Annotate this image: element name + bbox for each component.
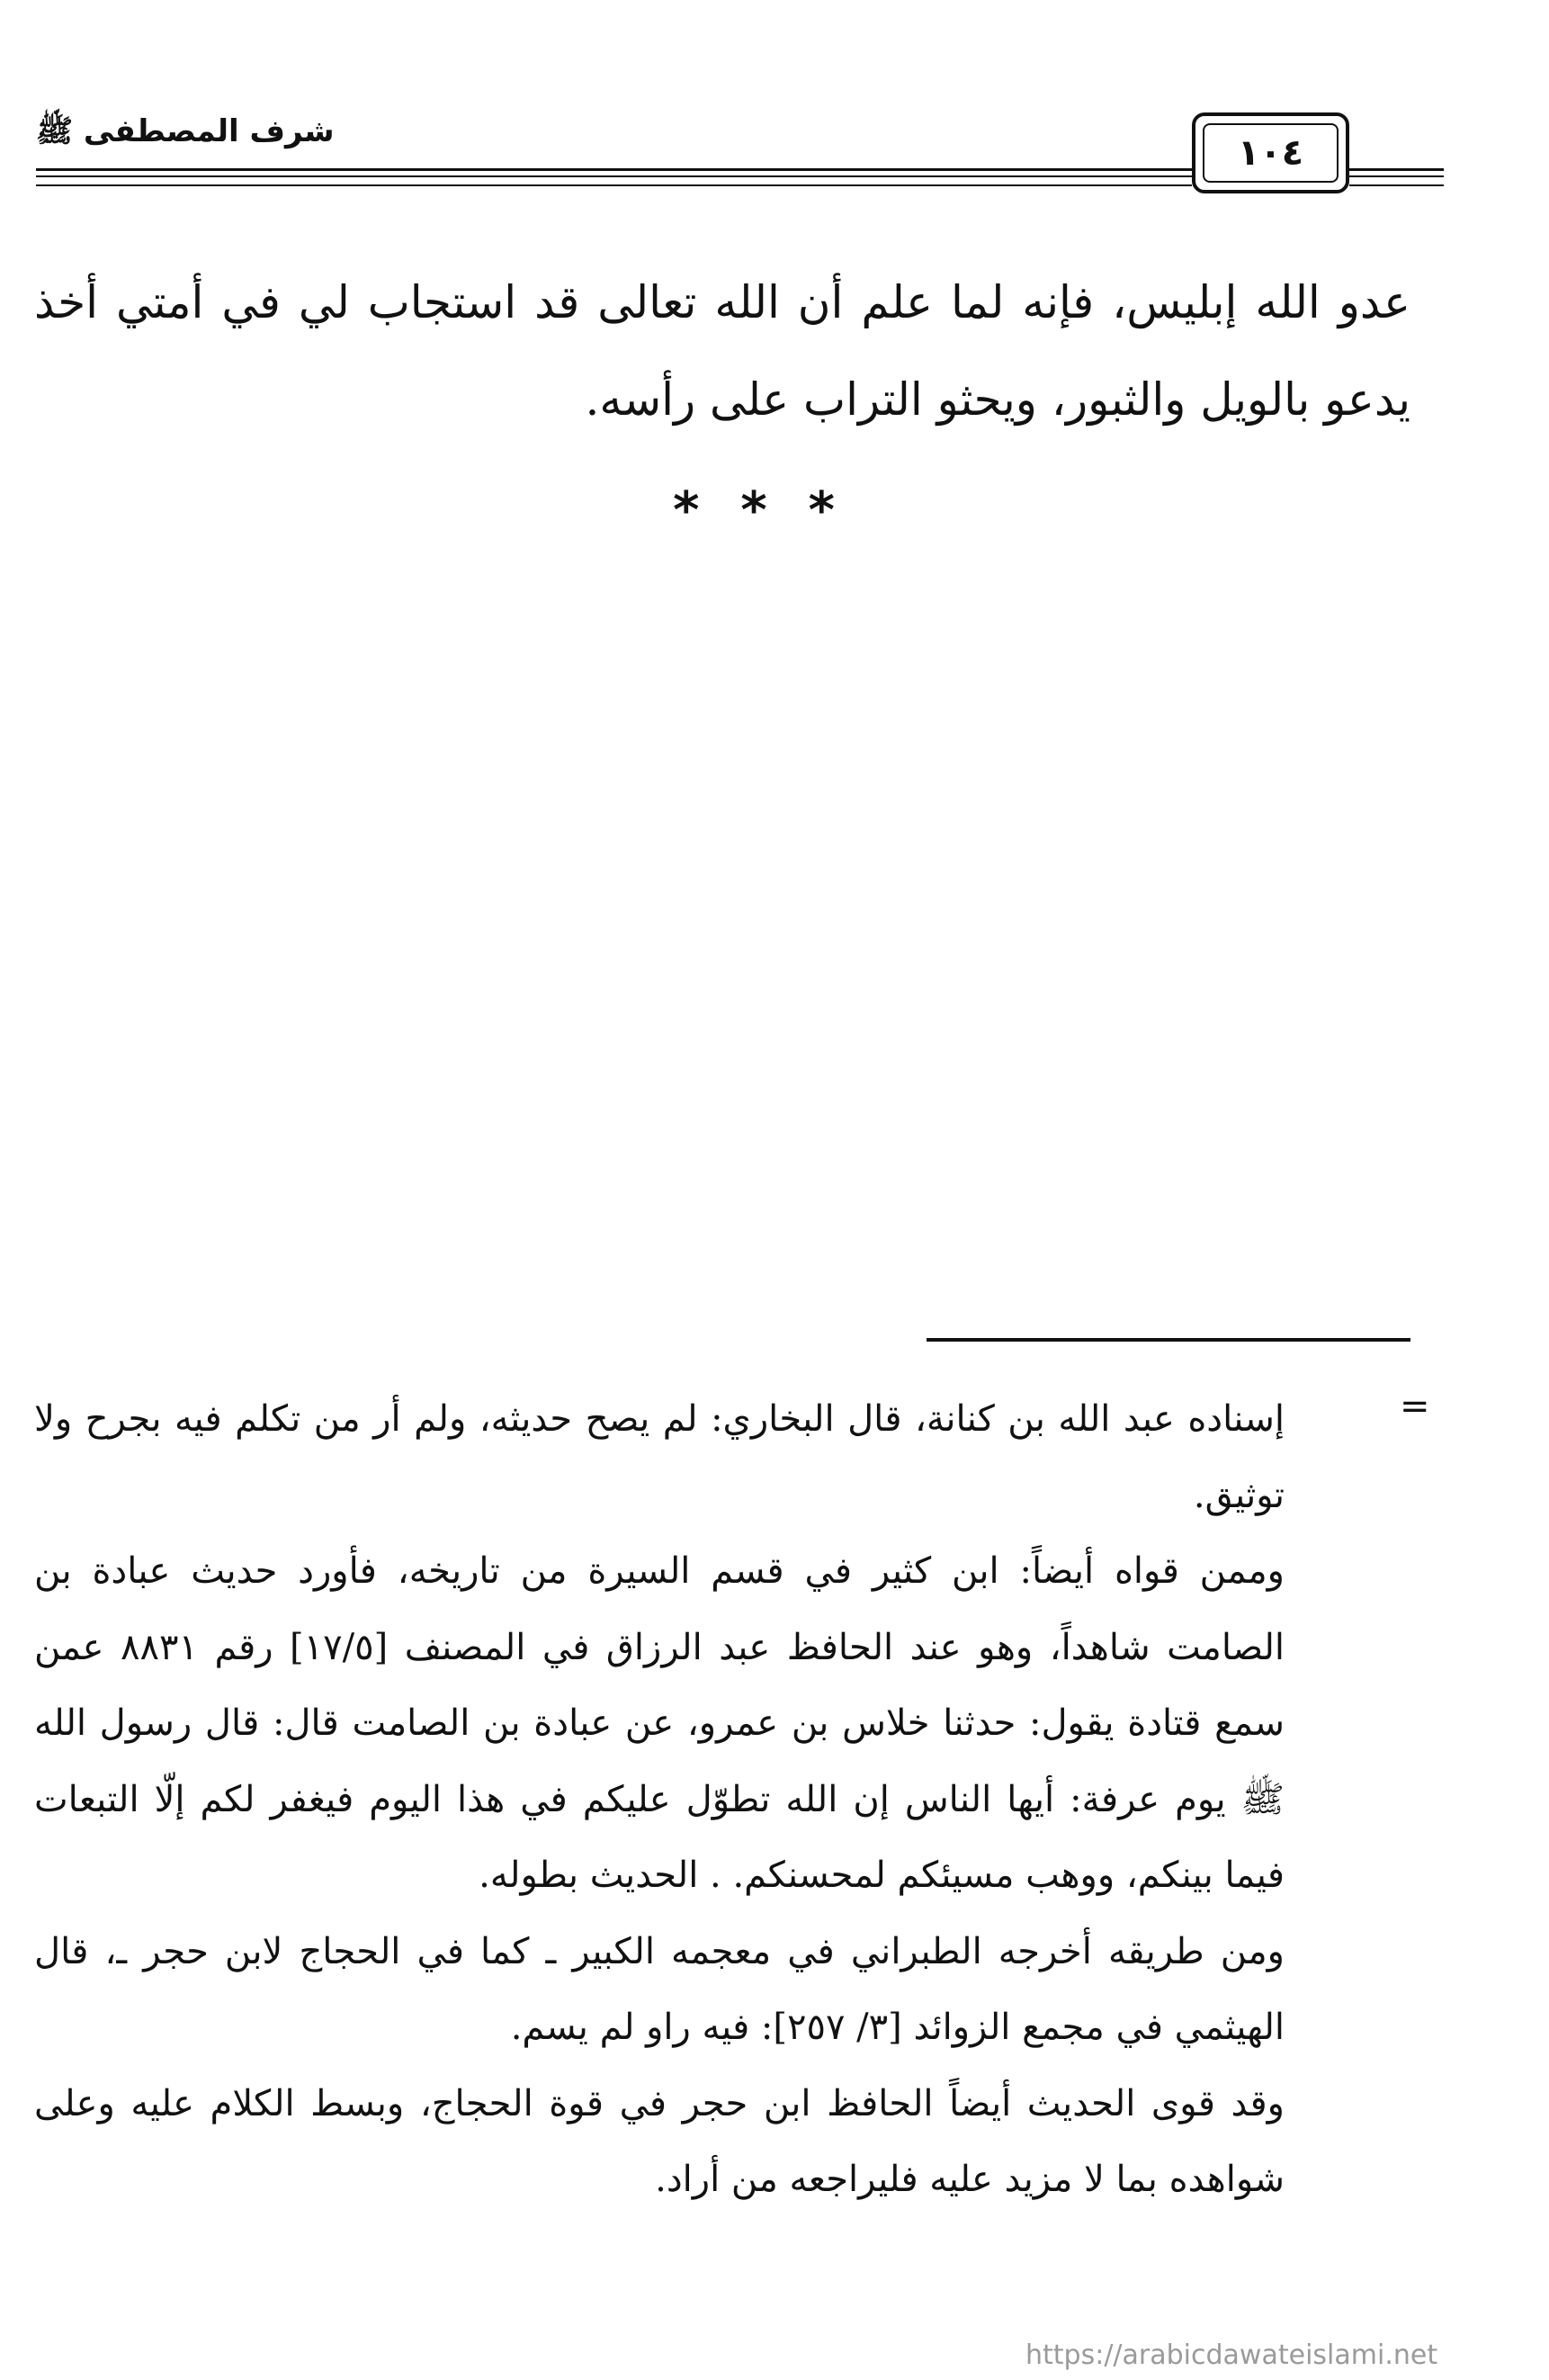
page-number-frame: [1192, 112, 1349, 193]
footnote-paragraph: ومن طريقه أخرجه الطبراني في معجمه الكبير ـ كما في الحجاج لابن حجر ـ، قال الهيثمي في مجمع الزوائد [٣/ ٢٥٧]: فيه راو لم يسم.: [34, 1930, 1285, 2048]
section-separator: ***: [673, 481, 876, 540]
book-title: شرف المصطفى ﷺ: [36, 113, 335, 149]
main-text: [34, 254, 1410, 448]
header-rule-right: [1349, 168, 1444, 171]
footnotes: [34, 1381, 1285, 2218]
footnote-continuation-mark: =: [1400, 1386, 1430, 1427]
header-rule: [36, 184, 1192, 186]
header-rule-right: [1349, 175, 1444, 177]
footnote-divider: [927, 1338, 1410, 1342]
header-rule-right: [1349, 184, 1444, 186]
page-header: [36, 103, 1408, 193]
page-number: ١٠٤: [1203, 123, 1339, 183]
header-rule: [36, 168, 1192, 171]
footnote-paragraph: إسناده عبد الله بن كنانة، قال البخاري: لم يصح حديثه، ولم أر من تكلم فيه بجرح ولا توثيق.: [34, 1398, 1285, 1516]
main-paragraph: عدو الله إبليس، فإنه لما علم أن الله تعالى قد استجاب لي في أمتي أخذ يدعو بالويل والثبور، ويحثو التراب على رأسه.: [34, 276, 1410, 426]
source-watermark: https://arabicdawateislami.net: [1025, 2340, 1438, 2371]
header-rule: [36, 175, 1192, 177]
footnote-paragraph: وممن قواه أيضاً: ابن كثير في قسم السيرة من تاريخه، فأورد حديث عبادة بن الصامت شاهداً، وهو عند الحافظ عبد الرزاق في المصنف [١٧/٥] رقم ٨٨٣١ عمن سمع قتادة يقول: حدثنا خلاس بن عمرو، عن عبادة بن الصامت قال: قال رسول الله ﷺ يوم عرفة: أيها الناس إن الله تطوّل عليكم في هذا اليوم فيغفر لكم إلّا التبعات فيما بينكم، ووهب مسيئكم لمحسنكم. . الحديث بطوله.: [34, 1550, 1285, 1896]
footnote-paragraph: وقد قوى الحديث أيضاً الحافظ ابن حجر في قوة الحجاج، وبسط الكلام عليه وعلى شواهده بما لا مزيد عليه فليراجعه من أراد.: [34, 2082, 1285, 2200]
